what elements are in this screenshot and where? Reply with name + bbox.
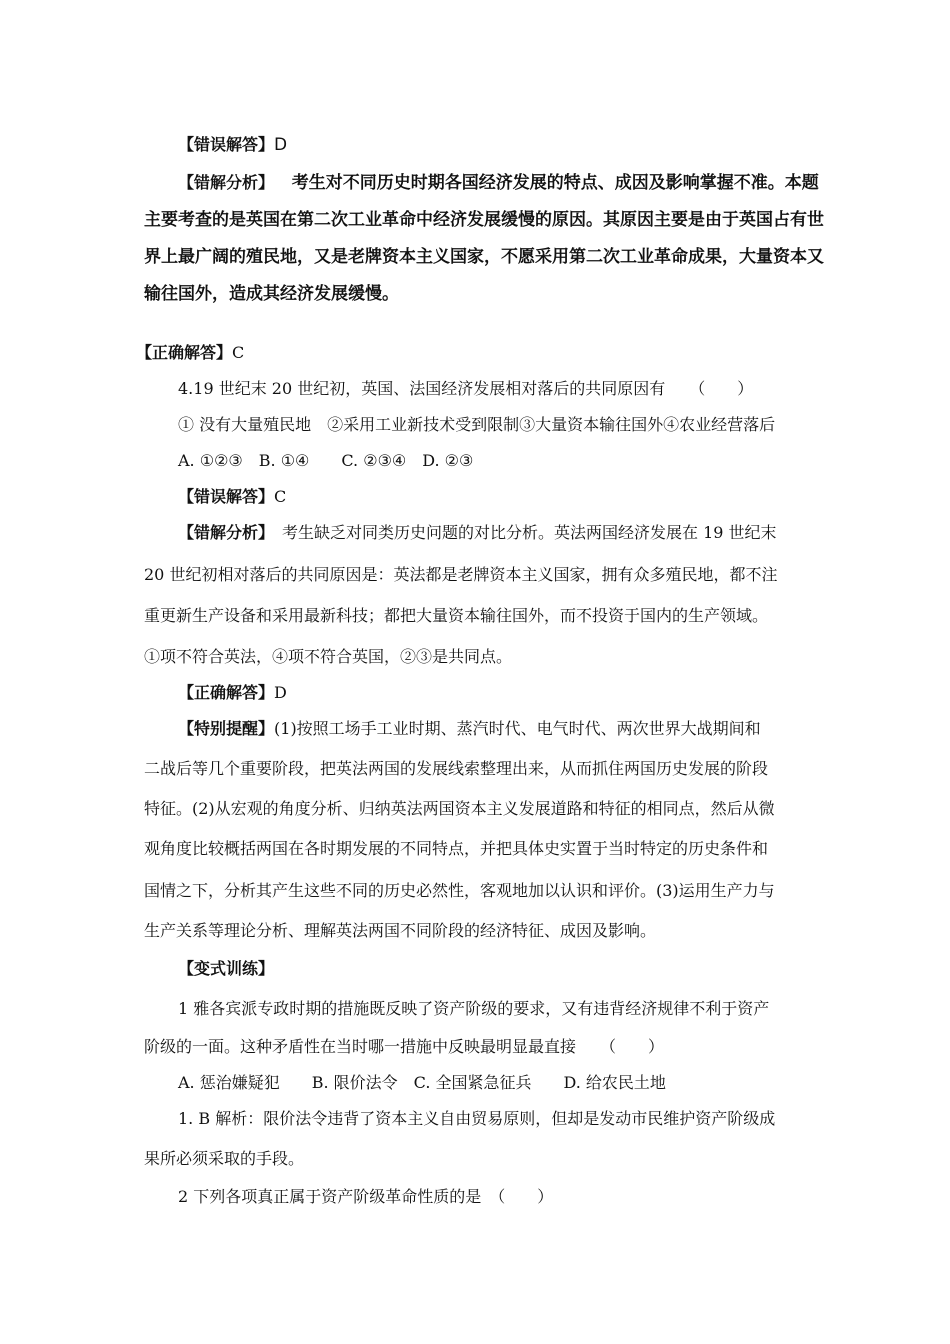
analysis-2-line-2: 20 世纪初相对落后的共同原因是：英法都是老牌资本主义国家，拥有众多殖民地，都不注 [144, 565, 778, 584]
correct-answer-value: C [232, 343, 245, 362]
analysis-label-2: 【错解分析】 [178, 523, 267, 542]
correct-answer-value-2: D [274, 683, 287, 702]
reminder-line-4: 观角度比较概括两国在各时期发展的不同特点，并把具体史实置于当时特定的历史条件和 [144, 839, 769, 858]
correct-answer-line [136, 342, 244, 364]
wrong-answer-label: 【错误解答】 [178, 135, 275, 154]
analysis-line-4: 输往国外，造成其经济发展缓慢。 [144, 284, 399, 304]
wrong-answer-value: D [274, 135, 288, 155]
analysis-line-3: 界上最广阔的殖民地，又是老牌资本主义国家，不愿采用第二次工业革命成果，大量资本又 [144, 247, 824, 267]
analysis-line-1 [178, 172, 819, 194]
reminder-line-1 [178, 718, 761, 740]
wrong-answer-line-2 [178, 486, 286, 508]
reminder-label: 【特别提醒】 [178, 719, 275, 738]
analysis-2-line-1 [178, 522, 777, 544]
analysis-text-1-0: 考生对不同历史时期各国经济发展的特点、成因及影响掌握不准。本题 [291, 173, 819, 193]
analysis-2-line-3: 重更新生产设备和采用最新科技；都把大量资本输往国外，而不投资于国内的生产领域。 [144, 606, 769, 625]
analysis-line-2: 主要考查的是英国在第二次工业革命中经济发展缓慢的原因。其原因主要是由于英国占有世 [144, 210, 824, 230]
correct-answer-label-2: 【正确解答】 [178, 683, 275, 702]
analysis-2-line-4: ①项不符合英法，④项不符合英国，②③是共同点。 [144, 647, 513, 666]
training-a1-line-2: 果所必须采取的手段。 [144, 1149, 305, 1168]
reminder-line-2: 二战后等几个重要阶段，把英法两国的发展线索整理出来，从而抓住两国历史发展的阶段 [144, 759, 769, 778]
reminder-line-6: 生产关系等理论分析、理解英法两国不同阶段的经济特征、成因及影响。 [144, 921, 657, 940]
analysis-2-text-0: 考生缺乏对同类历史问题的对比分析。英法两国经济发展在 19 世纪末 [266, 523, 777, 542]
wrong-answer-label-2: 【错误解答】 [178, 487, 275, 506]
training-a1-line-1: 1. B 解析：限价法令违背了资本主义自由贸易原则，但却是发动市民维护资产阶级成 [178, 1109, 776, 1128]
question-4: 4.19 世纪末 20 世纪初，英国、法国经济发展相对落后的共同原因有 （ ） [178, 379, 754, 398]
reminder-line-3: 特征。(2)从宏观的角度分析、归纳英法两国资本主义发展道路和特征的相同点，然后从微 [144, 799, 775, 818]
question-4-statements: ① 没有大量殖民地 ②采用工业新技术受到限制③大量资本输往国外④农业经营落后 [178, 415, 776, 434]
training-q2: 2 下列各项真正属于资产阶级革命性质的是 （ ） [178, 1187, 554, 1206]
analysis-label-1: 【错解分析】 [178, 173, 275, 192]
question-4-options: A. ①②③ B. ①④ C. ②③④ D. ②③ [178, 451, 474, 470]
training-label: 【变式训练】 [178, 959, 275, 978]
reminder-line-5: 国情之下，分析其产生这些不同的历史必然性，客观地加以认识和评价。(3)运用生产力与 [144, 881, 775, 900]
reminder-text-0: (1)按照工场手工业时期、蒸汽时代、电气时代、两次世界大战期间和 [274, 719, 761, 738]
correct-answer-line-2 [178, 682, 287, 704]
training-q1-line-1: 1 雅各宾派专政时期的措施既反映了资产阶级的要求，又有违背经济规律不利于资产 [178, 999, 770, 1018]
correct-answer-label: 【正确解答】 [136, 343, 233, 362]
training-q1-line-2: 阶级的一面。这种矛盾性在当时哪一措施中反映最明显最直接 （ ） [144, 1037, 665, 1056]
wrong-answer-line-1 [178, 134, 287, 156]
training-q1-options: A. 惩治嫌疑犯 B. 限价法令 C. 全国紧急征兵 D. 给农民土地 [178, 1073, 666, 1092]
wrong-answer-value-2: C [274, 487, 287, 506]
